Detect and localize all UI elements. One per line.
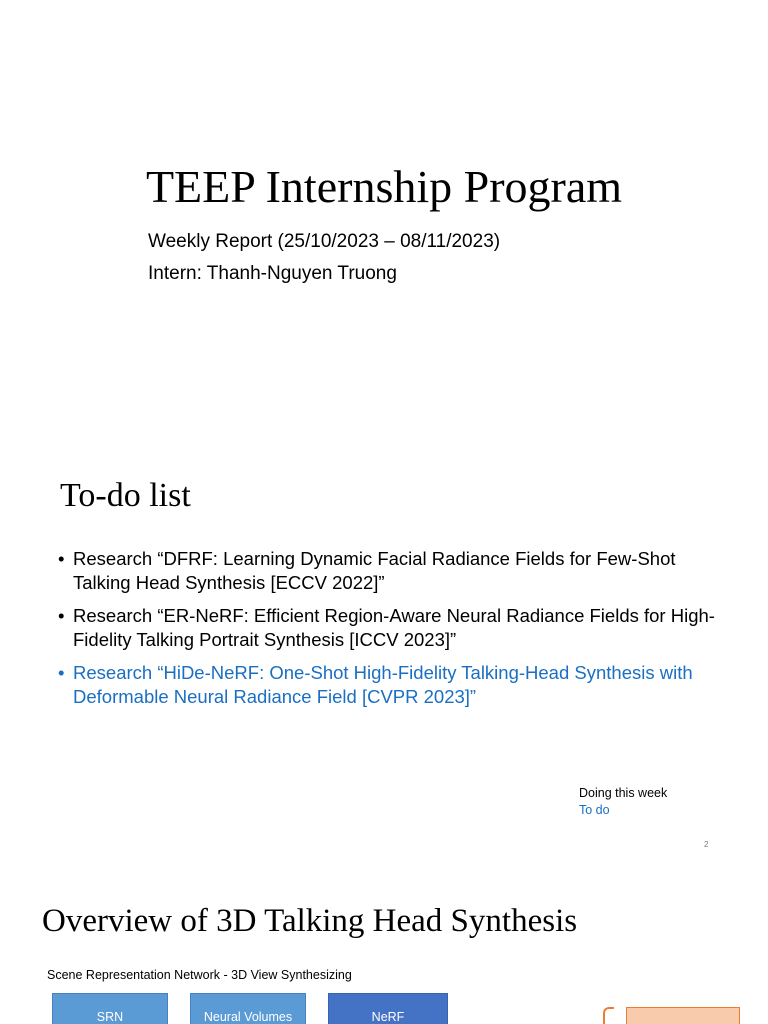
- todo-item: [58, 661, 723, 709]
- todo-item: [58, 604, 723, 652]
- todo-item: [58, 547, 723, 595]
- todo-slide: [0, 432, 768, 864]
- nerf-box: NeRF: [328, 993, 448, 1024]
- intern-name: Intern: Thanh-Nguyen Truong: [148, 263, 397, 284]
- orange-box: [626, 1007, 740, 1024]
- legend-doing: Doing this week: [579, 786, 668, 800]
- title-slide: [0, 0, 768, 432]
- overview-title: Overview of 3D Talking Head Synthesis: [42, 903, 578, 939]
- page-number: 2: [704, 840, 709, 849]
- bullet-icon: •: [58, 548, 65, 569]
- status-legend: [579, 785, 667, 819]
- todo-item-text: Research “HiDe-NeRF: One-Shot High-Fidelity Talking-Head Synthesis with Deformable Neural Radiance Field [CVPR 2023]”: [73, 662, 693, 707]
- weekly-report-dates: Weekly Report (25/10/2023 – 08/11/2023): [148, 231, 501, 252]
- slide-title: TEEP Internship Program: [145, 161, 623, 212]
- todo-item-text: Research “ER-NeRF: Efficient Region-Aware Neural Radiance Fields for High-Fidelity Talking Portrait Synthesis [ICCV 2023]”: [73, 605, 715, 650]
- srn-box: SRN: [52, 993, 168, 1024]
- todo-title: To-do list: [60, 477, 191, 514]
- bullet-icon: •: [58, 662, 65, 683]
- todo-list: [58, 547, 723, 718]
- overview-slide: [0, 864, 768, 1024]
- overview-caption: Scene Representation Network - 3D View Synthesizing: [47, 968, 352, 982]
- neural-volumes-box: Neural Volumes: [190, 993, 306, 1024]
- todo-item-text: Research “DFRF: Learning Dynamic Facial Radiance Fields for Few-Shot Talking Head Synthesis [ECCV 2022]”: [73, 548, 676, 593]
- orange-bracket: [603, 1007, 614, 1024]
- legend-todo: To do: [579, 803, 610, 817]
- bullet-icon: •: [58, 605, 65, 626]
